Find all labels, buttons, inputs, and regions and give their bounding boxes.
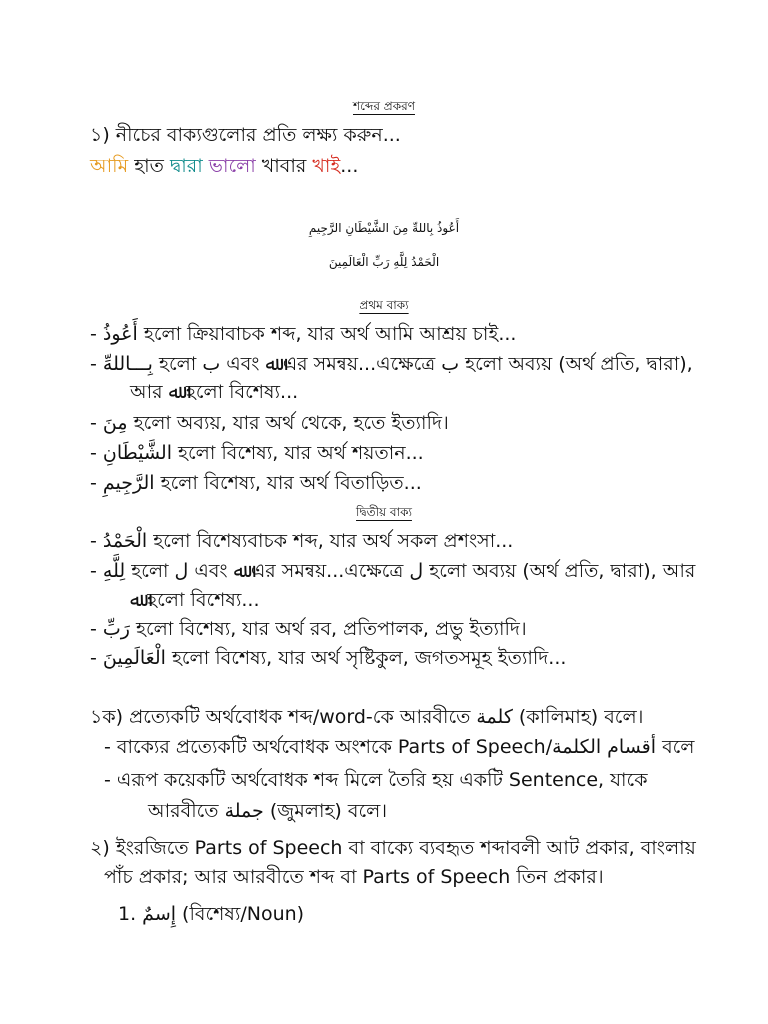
question-1a-bullet-2-continuation: আরবীতে جملة (জুমলাহ) বলে। [148, 800, 388, 822]
question-1a: ১ক) প্রত্যেকটি অর্থবোধক শব্দ/word-কে আরবীতে كلمة (কালিমাহ) বলে। [90, 706, 644, 728]
example-word-hat: হাত [128, 155, 170, 177]
arabic-word: الْعَالَمِينَ [102, 647, 166, 669]
item-text: হলো ক্রিয়াবাচক শব্দ, যার অর্থ আমি আশ্রয় চাই... [137, 323, 517, 345]
question-1a-bullet-2: - এরূপ কয়েকটি অর্থবোধক শব্দ মিলে তৈরি হয় একটি Sentence, যাকে [104, 769, 648, 791]
first-sentence-item: - بِـــاللهِّ হলো ﺏ এবং ﷲ এর সমন্বয়...এক্ষেত্রে ﺏ হলো অব্যয় (অর্থ প্রতি, দ্বারা), [90, 353, 693, 375]
second-sentence-item: - الْحَمْدُ হলো বিশেষ্যবাচক শব্দ, যার অর্থ সকল প্রশংসা... [90, 530, 514, 552]
second-sentence-item: - رَبِّ হলো বিশেষ্য, যার অর্থ রব, প্রতিপালক, প্রভু ইত্যাদি। [90, 618, 527, 640]
item-text: হলো বিশেষ্য, যার অর্থ শয়তান... [172, 442, 424, 464]
first-sentence-heading: প্রথম বাক্য [359, 298, 409, 312]
arabic-verse-1: أَعُوذُ بِاللهِّ مِنَ الشَّيْطَانِ الرَّجِيمِ [308, 221, 460, 235]
example-ellipsis: ... [340, 155, 359, 177]
item-text: হলো বিশেষ্য, যার অর্থ বিতাড়িত... [154, 472, 422, 494]
example-word-ami: আমি [90, 155, 129, 177]
first-sentence-item: - أَعُوذُ হলো ক্রিয়াবাচক শব্দ, যার অর্থ আমি আশ্রয় চাই... [90, 323, 517, 345]
example-sentence [90, 152, 358, 180]
arabic-word: الْحَمْدُ [102, 530, 148, 552]
question-1a-bullet-1: - বাক্যের প্রত্যেকটি অর্থবোধক অংশকে Parts of Speech/أقسام الكلمة বলে [104, 736, 695, 758]
item-text: হলো ﺏ এবং ﷲ এর সমন্বয়...এক্ষেত্রে ﺏ হলো অব্যয় (অর্থ প্রতি, দ্বারা), [152, 353, 693, 375]
arabic-word: مِنَ [102, 412, 128, 434]
arabic-word: رَبِّ [102, 618, 130, 640]
question-2: ২) ইংরজিতে Parts of Speech বা বাক্যে ব্যবহৃত শব্দাবলী আট প্রকার, বাংলায় [90, 837, 696, 859]
page-title: শব্দের প্রকরণ [353, 99, 415, 113]
arabic-word: أَعُوذُ [102, 323, 138, 345]
second-sentence-item: - الْعَالَمِينَ হলো বিশেষ্য, যার অর্থ সৃষ্টিকুল, জগতসমূহ ইত্যাদি... [90, 647, 567, 669]
first-sentence-item: - الرَّجِيمِ হলো বিশেষ্য, যার অর্থ বিতাড়িত... [90, 472, 422, 494]
example-word-khai: খাই [312, 155, 341, 177]
item-text: হলো ﻝ এবং ﷲ এর সমন্বয়...এক্ষেত্রে ﻝ হলো অব্যয় (অর্থ প্রতি, দ্বারা), আর [125, 560, 696, 582]
arabic-word: الرَّجِيمِ [102, 472, 155, 494]
example-word-khabar: খাবার [255, 155, 313, 177]
arabic-verse-2: الْحَمْدُ لِلَّهِ رَبِّ الْعَالَمِينَ [328, 255, 440, 269]
list-item-noun: 1. إِسمٌ (বিশেষ্য/Noun) [118, 903, 305, 925]
second-sentence-item: - لِلَّهِ হলো ﻝ এবং ﷲ এর সমন্বয়...এক্ষেত্রে ﻝ হলো অব্যয় (অর্থ প্রতি, দ্বারা), আর [90, 560, 696, 582]
example-word-dara: দ্বারা [169, 155, 203, 177]
arabic-word: لِلَّهِ [102, 560, 126, 582]
item-text: হলো বিশেষ্যবাচক শব্দ, যার অর্থ সকল প্রশংসা... [147, 530, 514, 552]
first-sentence-item: - الشَّيْطَانِ হলো বিশেষ্য, যার অর্থ শয়তান... [90, 442, 424, 464]
first-sentence-item: - مِنَ হলো অব্যয়, যার অর্থ থেকে, হতে ইত্যাদি। [90, 412, 449, 434]
second-sentence-heading: দ্বিতীয় বাক্য [356, 505, 412, 519]
arabic-word: بِـــاللهِّ [102, 353, 153, 375]
item-text: হলো বিশেষ্য, যার অর্থ রব, প্রতিপালক, প্রভু ইত্যাদি। [129, 618, 527, 640]
first-sentence-item-continuation: আর ﷲ হলো বিশেষ্য... [130, 381, 299, 403]
question-1: ১) নীচের বাক্যগুলোর প্রতি লক্ষ্য করুন... [90, 124, 401, 146]
question-2-continuation: পাঁচ প্রকার; আর আরবীতে শব্দ বা Parts of Speech তিন প্রকার। [104, 866, 604, 888]
second-sentence-item-continuation: ﷲ হলো বিশেষ্য... [130, 589, 260, 611]
item-text: হলো বিশেষ্য, যার অর্থ সৃষ্টিকুল, জগতসমূহ ইত্যাদি... [165, 647, 567, 669]
item-text: হলো অব্যয়, যার অর্থ থেকে, হতে ইত্যাদি। [127, 412, 449, 434]
example-word-valo: ভালো [208, 155, 256, 177]
arabic-word: الشَّيْطَانِ [102, 442, 172, 464]
